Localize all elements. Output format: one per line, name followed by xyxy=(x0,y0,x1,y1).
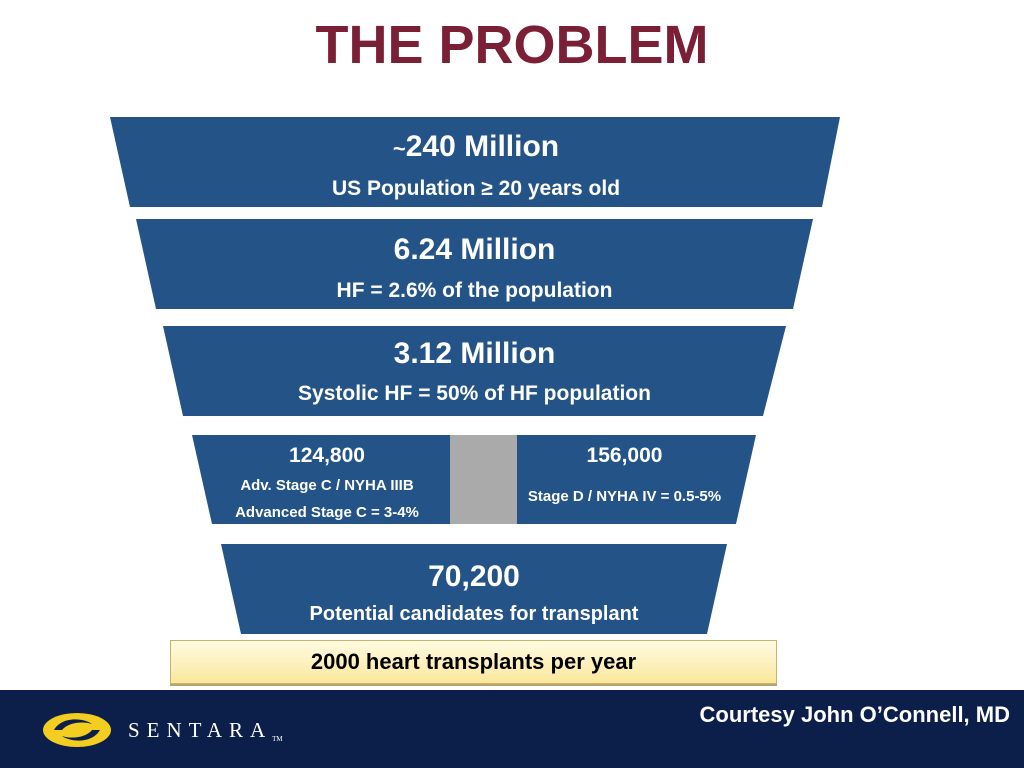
trademark-mark: TM xyxy=(272,735,283,743)
tier-3-figure: 3.12 Million xyxy=(393,337,556,370)
sentara-wordmark xyxy=(128,718,283,743)
funnel-divider-block xyxy=(450,435,517,524)
tier-1-description: US Population ≥ 20 years old xyxy=(331,177,621,200)
page-title: THE PROBLEM xyxy=(315,15,709,75)
tier-5-figure: 70,200 xyxy=(428,560,520,593)
tier-1-figure xyxy=(130,130,822,166)
tier-2-description: HF = 2.6% of the population xyxy=(336,279,613,302)
tier-1-text xyxy=(130,130,822,201)
transplant-banner: 2000 heart transplants per year xyxy=(170,640,777,684)
tier-2-figure: 6.24 Million xyxy=(393,233,556,266)
tier-4-left-line-2: Advanced Stage C = 3-4% xyxy=(235,504,419,521)
tier-4-right-figure: 156,000 xyxy=(586,444,663,467)
tier-3-description: Systolic HF = 50% of HF population xyxy=(298,382,651,405)
tier-4-left-text xyxy=(200,444,454,522)
credit-text: Courtesy John O’Connell, MD xyxy=(699,702,1010,727)
tier-4-left-line-1: Adv. Stage C / NYHA IIIB xyxy=(240,477,414,494)
footer-bar xyxy=(0,690,1024,768)
tier-5-text xyxy=(221,560,727,626)
tilde-symbol: ~ xyxy=(392,136,406,161)
sentara-swoosh-icon xyxy=(40,708,114,752)
tier-5-description: Potential candidates for transplant xyxy=(309,603,639,625)
sentara-name: SENTARA xyxy=(128,718,273,742)
tier-4-right-text xyxy=(517,444,732,506)
sentara-logo xyxy=(40,708,300,752)
tier-4-left-figure: 124,800 xyxy=(289,444,365,467)
tier-4-right-line-1: Stage D / NYHA IV = 0.5-5% xyxy=(527,488,722,505)
tier-1-value: 240 Million xyxy=(405,130,560,163)
tier-2-text xyxy=(136,233,813,303)
tier-3-text xyxy=(163,337,786,406)
